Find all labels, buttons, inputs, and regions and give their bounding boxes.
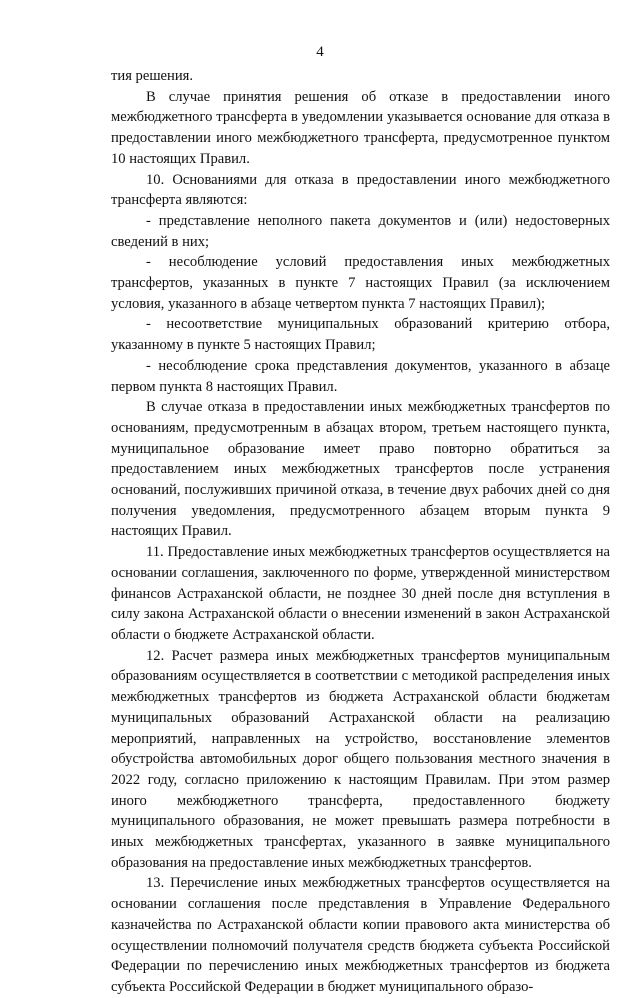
paragraph: 13. Перечисление иных межбюджетных трансфертов осуществляется на основании соглашения после представления в Управление Федерального казначейства по Астраханской области копии правового акта министерства об осуществлении полномочий получателя средств бюджета субъекта Российской Федерации по перечислению иных межбюджетных трансфертов из бюджета субъекта Российской Федерации в бюджет муниципального образо- [111, 875, 610, 995]
paragraph: 12. Расчет размера иных межбюджетных трансфертов муниципальным образованиям осуществляется в соответствии с методикой распределения иных межбюджетных трансфертов из бюджета Астраханской области бюджетам муниципальных образований Астраханской области на реализацию мероприятий, направленных на устройство, восстановление элементов обустройства автомобильных дорог общего пользования местного значения в 2022 году, согласно приложению к настоящим Правилам. При этом размер иного межбюджетного трансферта, предоставленного бюджету муниципального образования, не может превышать размера потребности в иных межбюджетных трансфертах, указанного в заявке муниципального образования на предоставление иных межбюджетных трансфертов. [111, 647, 610, 871]
paragraph: 10. Основаниями для отказа в предоставлении иного межбюджетного трансферта являются: [111, 171, 610, 209]
list-item: - несоблюдение условий предоставления иных межбюджетных трансфертов, указанных в пункте 7 настоящих Правил (за исключением условия, указанного в абзаце четвертом пункта 7 настоящих Правил); [111, 254, 610, 312]
paragraph: тия решения. [111, 68, 194, 84]
paragraph: 11. Предоставление иных межбюджетных трансфертов осуществляется на основании соглашения, заключенного по форме, утвержденной министерством финансов Астраханской области, не позднее 30 дней после дня вступления в силу закона Астраханской области о внесении изменений в закон Астраханской области о бюджете Астраханской области. [111, 544, 610, 643]
document-body [111, 66, 610, 998]
list-item: - несоответствие муниципальных образований критерию отбора, указанному в пункте 5 настоящих Правил; [111, 316, 610, 354]
list-item: - несоблюдение срока представления документов, указанного в абзаце первом пункта 8 настоящих Правил. [111, 357, 610, 395]
list-item: - представление неполного пакета документов и (или) недостоверных сведений в них; [111, 212, 610, 250]
paragraph: В случае принятия решения об отказе в предоставлении иного межбюджетного трансферта в уведомлении указывается основание для отказа в предоставлении иного межбюджетного трансферта, предусмотренное пунктом 10 настоящих Правил. [111, 88, 610, 167]
page-number: 4 [316, 44, 324, 60]
paragraph: В случае отказа в предоставлении иных межбюджетных трансфертов по основаниям, предусмотренным в абзацах втором, третьем настоящего пункта, муниципальное образование имеет право повторно обратиться за предоставлением иных межбюджетных трансфертов после устранения оснований, послуживших причиной отказа, в течение двух рабочих дней со дня получения уведомления, предусмотренного абзацем вторым пункта 9 настоящих Правил. [111, 399, 610, 540]
